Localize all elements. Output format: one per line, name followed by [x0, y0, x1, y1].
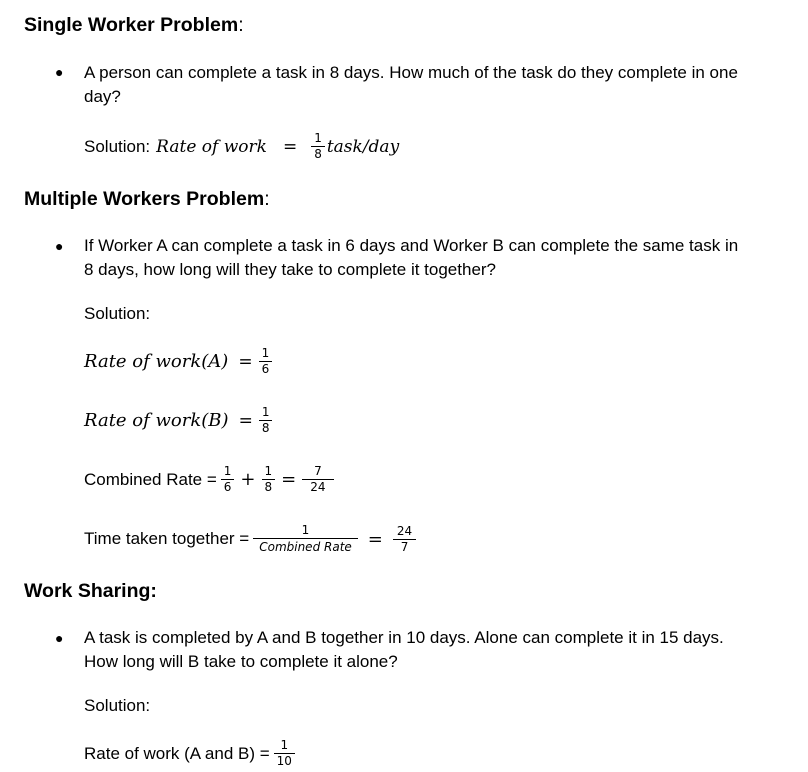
question-text-cont: 8 days, how long will they take to complete it together?	[84, 260, 497, 279]
heading-single-worker: Single Worker Problem:	[24, 14, 244, 36]
solution-label: Solution:	[84, 304, 151, 323]
rate-ab-label: Rate of work (A and B) =	[84, 743, 270, 763]
fraction: $\frac{1}{6}$	[259, 346, 273, 377]
bullet-icon: ●	[55, 64, 64, 80]
equals-sign: =	[367, 528, 383, 550]
question-text: If Worker A can complete a task in 6 days and Worker B can complete the same task in	[84, 236, 739, 255]
equals-sign: =	[281, 469, 297, 490]
question-text: A task is completed by A and B together in 10 days. Alone can complete it in 15 days.	[84, 628, 724, 647]
solution-label: Solution:	[84, 696, 151, 715]
equals-sign: =	[238, 351, 253, 372]
combined-rate-equation	[84, 464, 336, 495]
fraction: $\frac{1}{8}$	[311, 131, 325, 162]
fraction: $\frac{1}{\text{Combined Rate}}$	[253, 523, 358, 555]
plus-sign: +	[240, 469, 256, 490]
rate-a-label: Rate of work(A)	[84, 351, 229, 372]
rate-b-equation	[84, 405, 274, 436]
fraction: $\frac{1}{6}$	[221, 464, 235, 495]
heading-multiple-workers: Multiple Workers Problem:	[24, 188, 270, 210]
fraction: $\frac{1}{10}$	[274, 738, 295, 769]
fraction: $\frac{24}{7}$	[389, 524, 420, 555]
bullet-icon: ●	[55, 238, 64, 254]
combined-rate-label: Combined Rate =	[84, 469, 217, 489]
equals-sign: =	[282, 136, 298, 157]
question-text: A person can complete a task in 8 days. How much of the task do they complete in one	[84, 63, 738, 82]
solution-line	[84, 131, 399, 162]
time-taken-label: Time taken together =	[84, 529, 250, 548]
fraction: $\frac{7}{24}$	[302, 464, 333, 495]
fraction: $\frac{1}{8}$	[259, 405, 273, 436]
fraction: $\frac{1}{8}$	[262, 464, 276, 495]
time-taken-equation	[84, 523, 422, 555]
heading-work-sharing: Work Sharing:	[24, 580, 157, 602]
rate-ab-equation	[84, 738, 297, 769]
solution-label: Solution:	[84, 136, 151, 156]
rate-b-label: Rate of work(B)	[84, 410, 229, 431]
equals-sign: =	[238, 410, 253, 431]
question-text-cont: How long will B take to complete it alone?	[84, 652, 398, 671]
unit-label: task/day	[326, 136, 400, 157]
question-text-cont: day?	[84, 87, 121, 106]
rate-a-equation	[84, 346, 274, 377]
rate-label: Rate of work	[156, 136, 267, 157]
bullet-icon: ●	[55, 630, 64, 646]
